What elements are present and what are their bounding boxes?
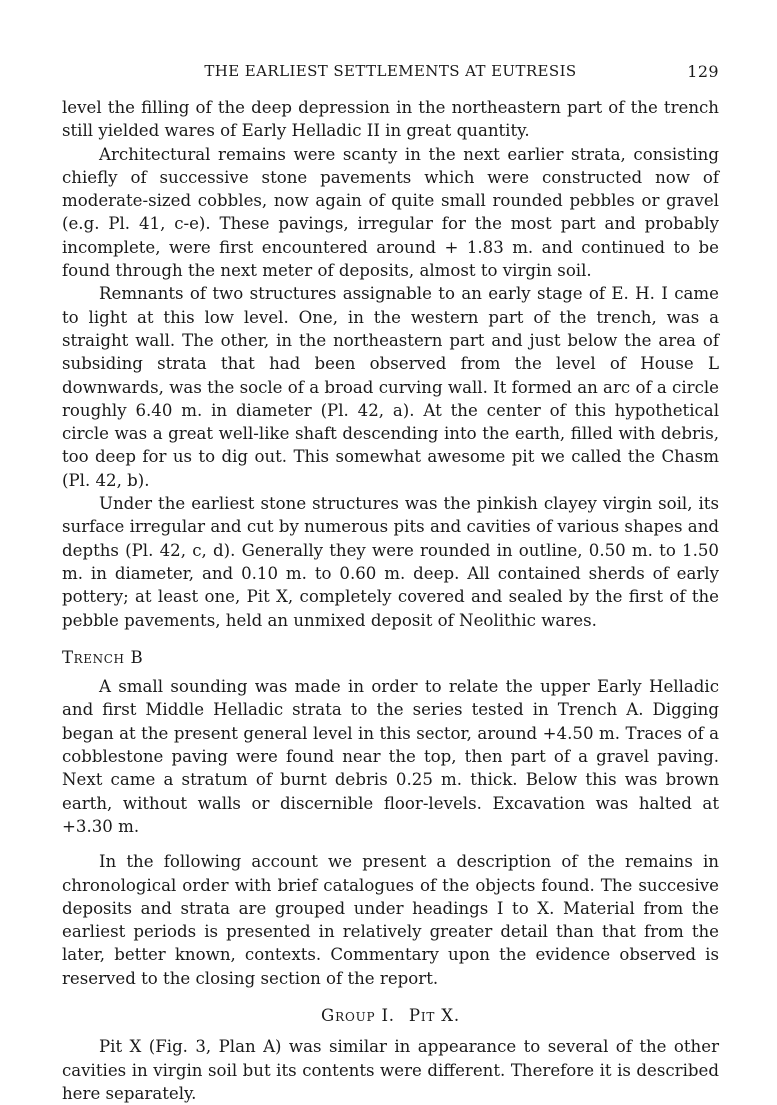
group-heading-number: Group I. bbox=[321, 1005, 395, 1025]
group-heading-title: Pit X. bbox=[408, 1005, 460, 1025]
section-heading-trench-b: Trench B bbox=[62, 647, 144, 667]
paragraph-3: Remnants of two structures assignable to an early stage of E. H. I came to light at this low level. One, in the western part of the trench, was a straight wall. The other, in the northeastern part and just below the area of subsiding strata that had been observed from the level of House L downwards, was the socle of a broad curving wall. It formed an arc of a circle roughly 6.40 m. in diameter (Pl. 42, a). At the center of this hypothetical circle was a great well-like shaft descending into the earth, filled with debris, too deep for us to dig out. This somewhat awesome pit we called the Chasm (Pl. 42, b). bbox=[62, 284, 719, 490]
running-head bbox=[62, 58, 719, 84]
paragraph-4: Under the earliest stone structures was the pinkish clayey virgin soil, its surface irregular and cut by numerous pits and cavities of various shapes and depths (Pl. 42, c, d). Generally they were rounded in outline, 0.50 m. to 1.50 m. in diameter, and 0.10 m. to 0.60 m. deep. All contained sherds of early pottery; at least one, Pit X, completely covered and sealed by the first of the pebble pavements, held an unmixed deposit of Neolithic wares. bbox=[62, 494, 719, 630]
paragraph-1: level the filling of the deep depression in the northeastern part of the trench still yielded wares of Early Helladic II in great quantity. bbox=[62, 98, 719, 141]
paragraph-7: Pit X (Fig. 3, Plan A) was similar in appearance to several of the other cavities in virgin soil but its contents were different. Therefore it is described here separately. bbox=[62, 1037, 719, 1103]
paragraph-6: In the following account we present a description of the remains in chronological order with brief catalogues of the objects found. The succesive deposits and strata are grouped under headings I to X. Material from the earliest periods is presented in relatively greater detail than that from the later, better known, contexts. Commentary upon the evidence observed is reserved to the closing section of the report. bbox=[62, 852, 719, 988]
page-number: 129 bbox=[687, 62, 719, 81]
page bbox=[62, 58, 719, 1105]
paragraph-2: Architectural remains were scanty in the next earlier strata, consisting chiefly of successive stone pavements which were constructed now of moderate-sized cobbles, now again of quite small rounded pebbles or gravel (e.g. Pl. 41, c-e). These pavings, irregular for the most part and probably incomplete, were first encountered around + 1.83 m. and continued to be found through the next meter of deposits, almost to virgin soil. bbox=[62, 144, 719, 281]
running-title: THE EARLIEST SETTLEMENTS AT EUTRESIS bbox=[204, 62, 577, 80]
paragraph-5: A small sounding was made in order to relate the upper Early Helladic and first Middle Helladic strata to the series tested in Trench A. Digging began at the present general level in this sector, around +4.50 m. Traces of a cobblestone paving were found near the top, then part of a gravel paving. Next came a stratum of burnt debris 0.25 m. thick. Below this was brown earth, without walls or discernible floor-levels. Excavation was halted at +3.30 m. bbox=[62, 677, 719, 836]
